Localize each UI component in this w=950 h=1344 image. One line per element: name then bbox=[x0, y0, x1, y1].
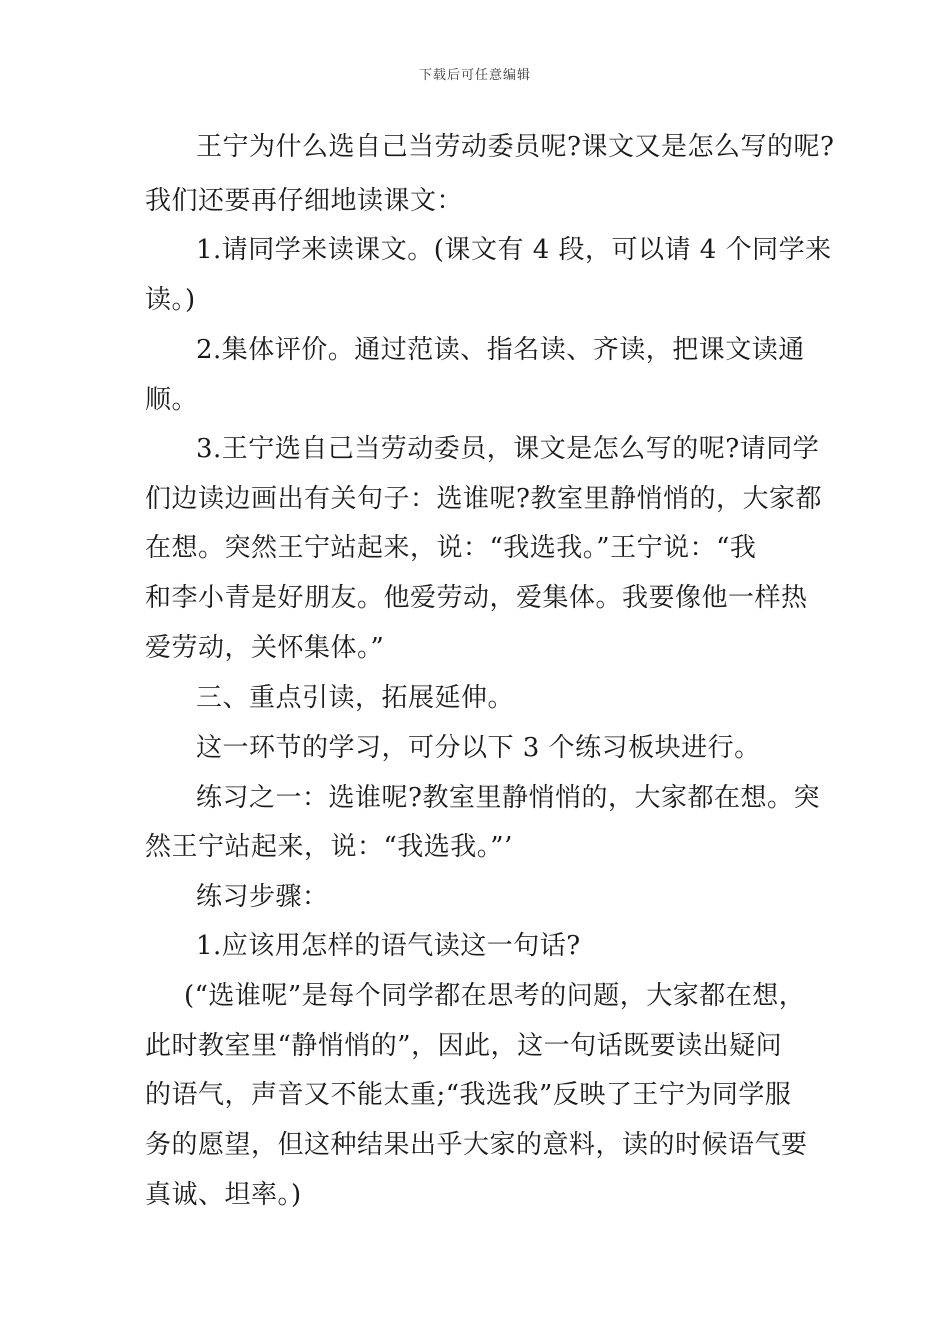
text-line: 此时教室里“静悄悄的”，因此，这一句话既要读出疑问 bbox=[145, 1031, 783, 1061]
text-line: 练习之一：选谁呢?教室里静悄悄的，大家都在想。突 bbox=[196, 783, 820, 813]
text-line: 1.请同学来读课文。(课文有 4 段，可以请 4 个同学来 bbox=[196, 235, 832, 265]
text-line: 爱劳动，关怀集体。” bbox=[145, 633, 385, 663]
text-line: 读。) bbox=[145, 285, 196, 315]
text-line: 顺。 bbox=[145, 385, 199, 415]
text-line: 2.集体评价。通过范读、指名读、齐读，把课文读通 bbox=[196, 335, 805, 365]
text-line: 练习步骤： bbox=[196, 882, 329, 912]
text-line: 3.王宁选自己当劳动委员，课文是怎么写的呢?请同学 bbox=[196, 434, 820, 464]
text-line: 务的愿望，但这种结果出乎大家的意料，读的时候语气要 bbox=[145, 1130, 808, 1160]
text-line: 然王宁站起来，说：“我选我。”’ bbox=[145, 832, 513, 862]
header-note: 下载后可任意编辑 bbox=[418, 68, 531, 83]
text-line: 在想。突然王宁站起来，说：“我选我。”王宁说：“我 bbox=[145, 533, 757, 563]
text-line: 真诚、坦率。) bbox=[145, 1180, 302, 1210]
text-line: 1.应该用怎样的语气读这一句话? bbox=[196, 931, 581, 961]
text-line: 我们还要再仔细地读课文： bbox=[145, 186, 464, 216]
text-line: 们边读边画出有关句子：选谁呢?教室里静悄悄的，大家都 bbox=[145, 484, 822, 514]
text-line: 王宁为什么选自己当劳动委员呢?课文又是怎么写的呢? bbox=[196, 132, 835, 162]
text-line: 的语气，声音又不能太重;“我选我”反映了王宁为同学服 bbox=[145, 1080, 792, 1110]
text-line: 这一环节的学习，可分以下 3 个练习板块进行。 bbox=[196, 733, 761, 763]
text-line: 三、重点引读，拓展延伸。 bbox=[196, 683, 515, 713]
text-line: (“选谁呢”是每个同学都在思考的问题，大家都在想， bbox=[184, 981, 806, 1011]
text-line: 和李小青是好朋友。他爱劳动，爱集体。我要像他一样热 bbox=[145, 583, 808, 613]
